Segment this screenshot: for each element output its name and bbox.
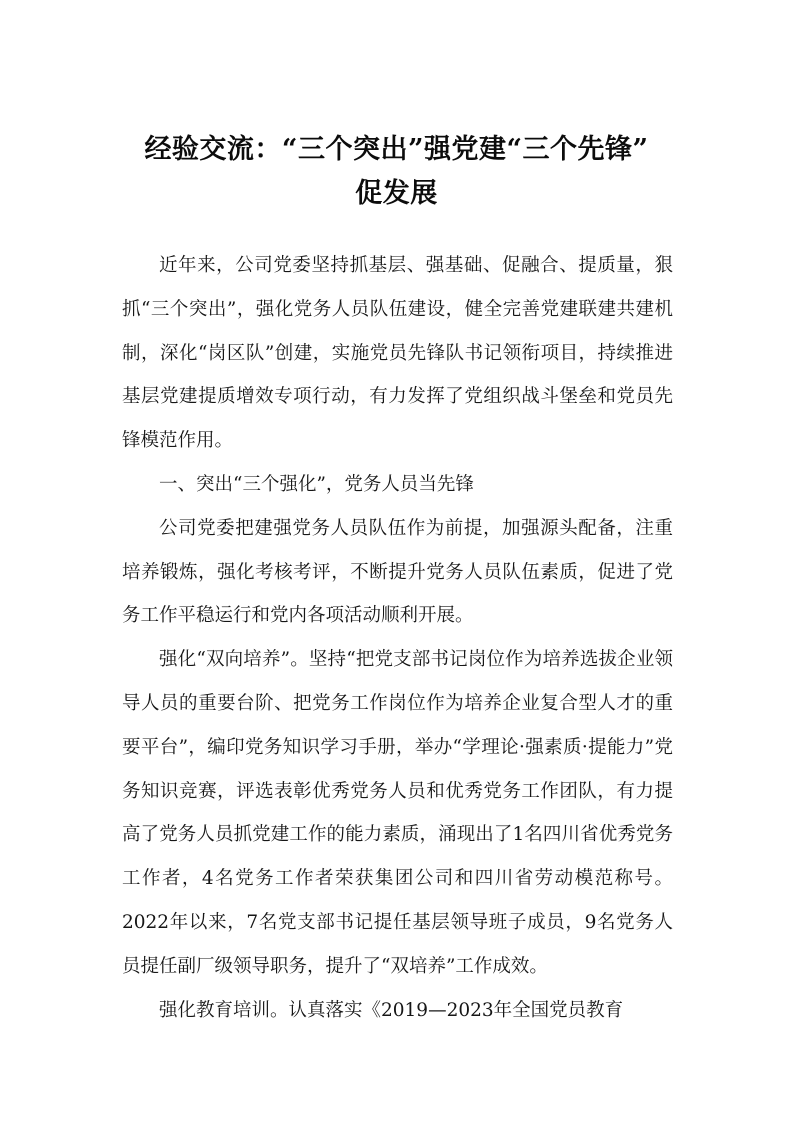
document-title-line-1: 经验交流：“三个突出”强党建“三个先锋” — [144, 134, 649, 165]
section-heading-1: 一、突出“三个强化”，党务人员当先锋 — [159, 473, 474, 495]
paragraph-dual-training: 强化“双向培养”。坚持“把党支部书记岗位作为培养选拔企业领导人员的重要台阶、把党务工作岗位作为培养企业复合型人才的重要平台”，编印党务知识学习手册，举办“学理论·强素质·提能力”党务知识竞赛，评选表彰优秀党务人员和优秀党务工作团队，有力提高了党务人员抓党建工作的能力素质，涌现出了1名四川省优秀党务工作者，4名党务工作者荣获集团公司和四川省劳动模范称号。2022年以来，7名党支部书记提任基层领导班子成员，9名党务人员提任副厂级领导职务，提升了“双培养”工作成效。 — [122, 649, 673, 977]
document-title-line-2: 促发展 — [355, 178, 438, 209]
paragraph-section-1-intro: 公司党委把建强党务人员队伍作为前提，加强源头配备，注重培养锻炼，强化考核考评，不断提升党务人员队伍素质，促进了党务工作平稳运行和党内各项活动顺利开展。 — [122, 517, 673, 627]
paragraph-intro: 近年来，公司党委坚持抓基层、强基础、促融合、提质量，狠抓“三个突出”，强化党务人员队伍建设，健全完善党建联建共建机制，深化“岗区队”创建，实施党员先锋队书记领衔项目，持续推进基层党建提质增效专项行动，有力发挥了党组织战斗堡垒和党员先锋模范作用。 — [122, 255, 673, 452]
document-body — [122, 244, 673, 1032]
paragraph-education-training: 强化教育培训。认真落实《2019—2023年全国党员教育 — [159, 999, 624, 1021]
